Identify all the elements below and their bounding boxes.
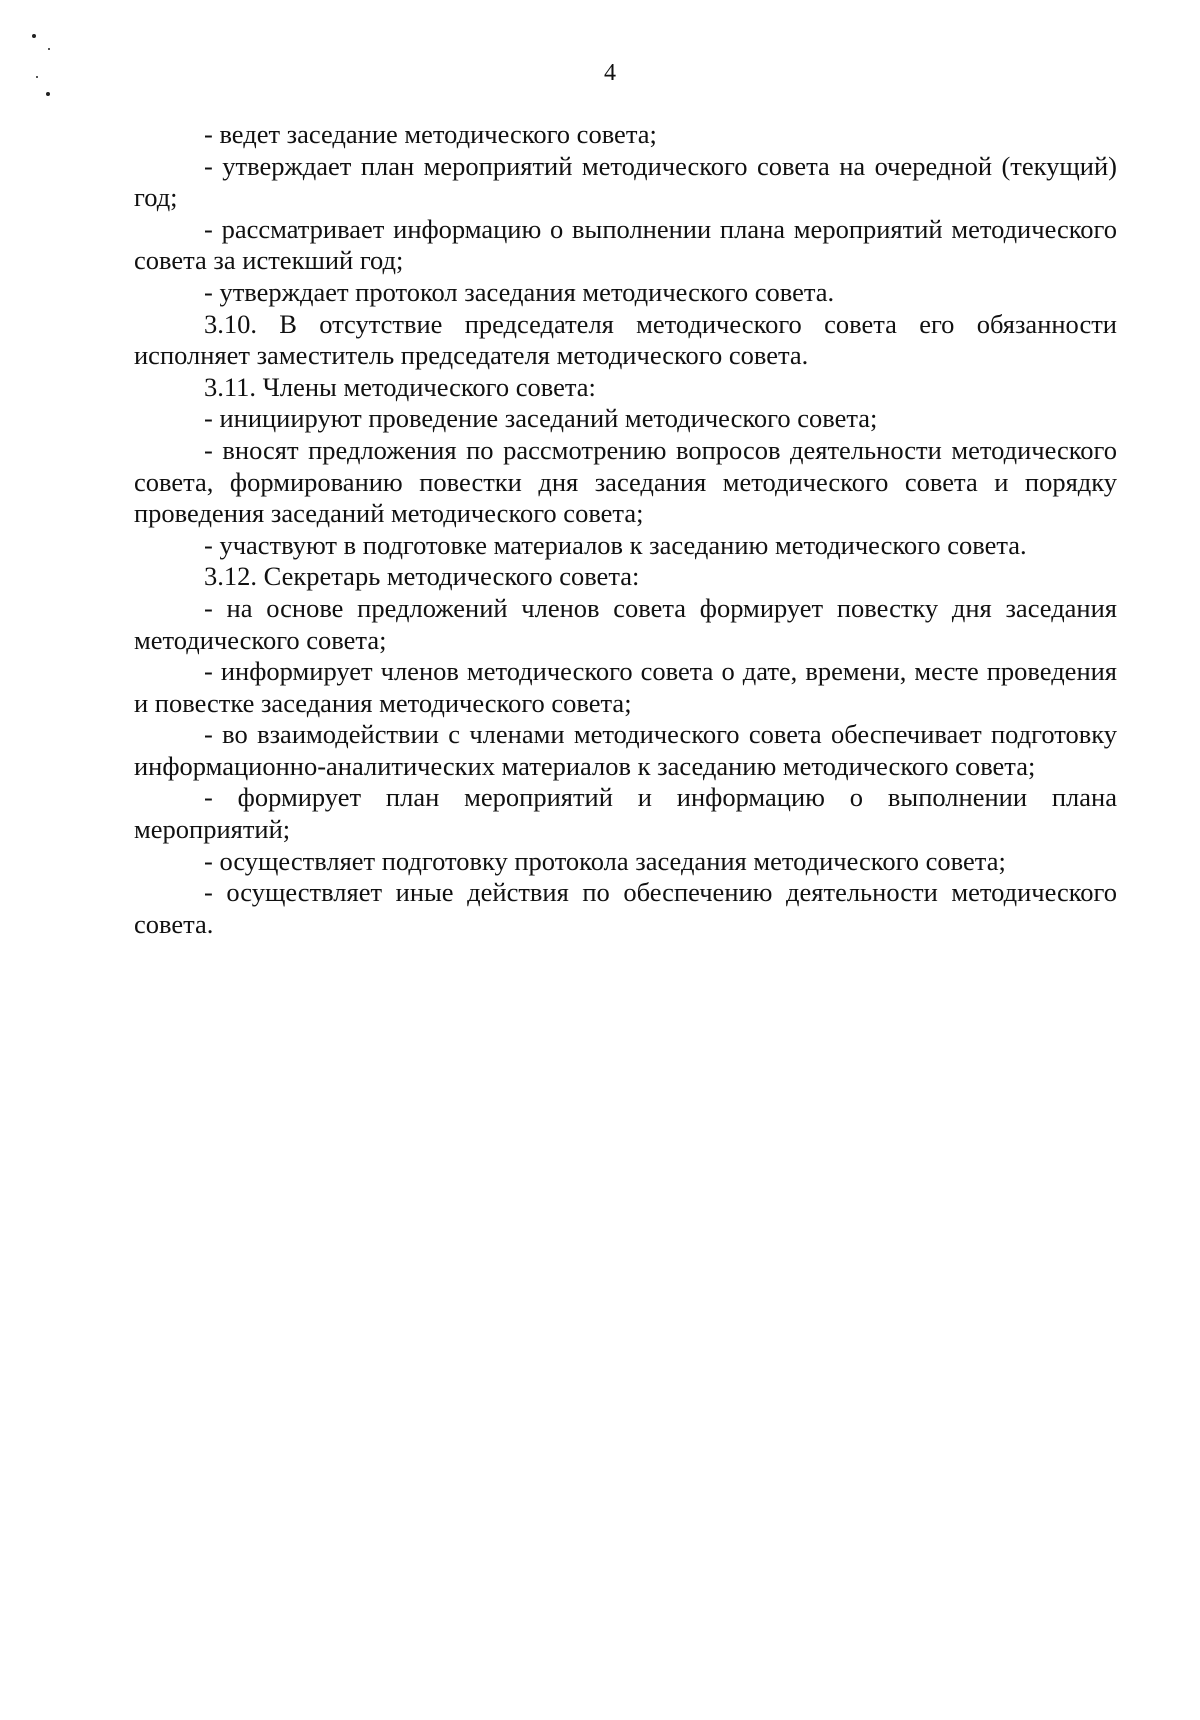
paragraph: - вносят предложения по рассмотрению вопросов деятельности методического совета, формированию повестки дня заседания методического совета и порядку проведения заседаний методического совета; bbox=[134, 434, 1117, 529]
paragraph: 3.12. Секретарь методического совета: bbox=[204, 561, 640, 592]
scan-artifact-dot bbox=[32, 34, 36, 38]
scan-artifact-dot bbox=[46, 92, 50, 96]
paragraph: - формирует план мероприятий и информацию о выполнении плана мероприятий; bbox=[134, 782, 1117, 845]
page-number: 4 bbox=[604, 60, 616, 86]
paragraph: - участвуют в подготовке материалов к заседанию методического совета. bbox=[204, 529, 1027, 560]
scan-artifact-dot bbox=[48, 48, 50, 50]
paragraph: - утверждает план мероприятий методического совета на очередной (текущий) год; bbox=[134, 150, 1117, 213]
paragraph: - инициируют проведение заседаний методического совета; bbox=[204, 403, 878, 434]
paragraph: - осуществляет подготовку протокола заседания методического совета; bbox=[204, 845, 1006, 876]
paragraph: - во взаимодействии с членами методического совета обеспечивает подготовку информационно-аналитических материалов к заседанию методического совета; bbox=[134, 719, 1117, 781]
paragraph: - рассматривает информацию о выполнении плана мероприятий методического совета за истекший год; bbox=[134, 213, 1117, 276]
paragraph: - ведет заседание методического совета; bbox=[204, 119, 657, 149]
paragraph: - информирует членов методического совета о дате, времени, месте проведения и повестке заседания методического совета; bbox=[134, 656, 1117, 718]
paragraph: - утверждает протокол заседания методического совета. bbox=[204, 276, 835, 307]
paragraph: 3.11. Члены методического совета: bbox=[204, 371, 596, 402]
paragraph: - на основе предложений членов совета формирует повестку дня заседания методического совета; bbox=[134, 592, 1117, 655]
document-body bbox=[134, 119, 1117, 940]
paragraph: 3.10. В отсутствие председателя методического совета его обязанности исполняет заместитель председателя методического совета. bbox=[134, 308, 1117, 371]
paragraph: - осуществляет иные действия по обеспечению деятельности методического совета. bbox=[134, 877, 1117, 939]
